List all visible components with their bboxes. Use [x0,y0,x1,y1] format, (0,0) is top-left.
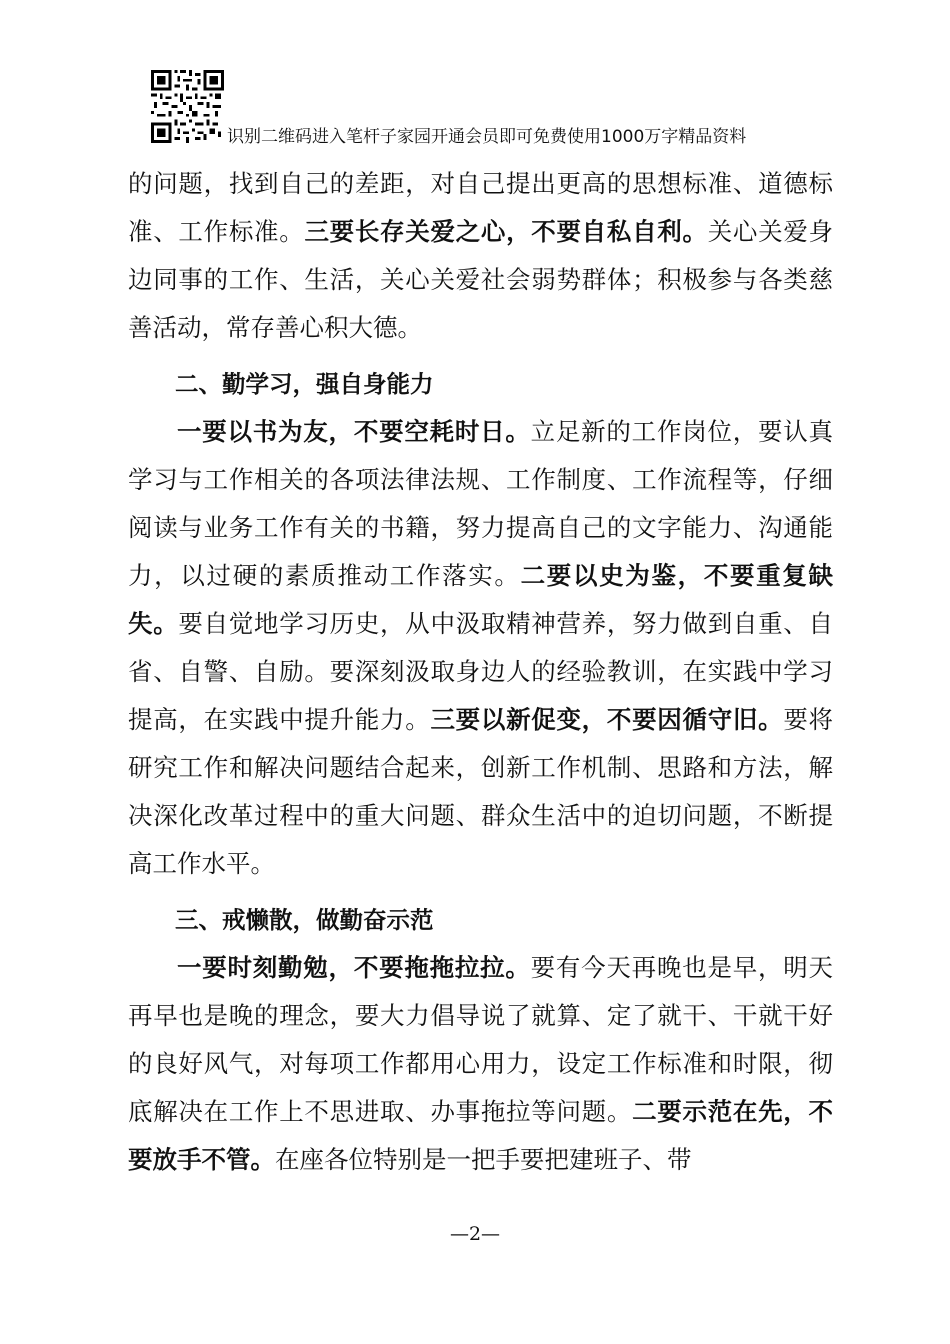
paragraph-continued [128,160,833,352]
bold-point: 二要以史为鉴，不要重复缺失。 [128,561,834,638]
qr-code-icon [151,70,224,143]
section-heading-2: 二、勤学习，强自身能力 [175,370,434,398]
promo-banner: 识别二维码进入笔杆子家园开通会员即可免费使用1000万字精品资料 [227,127,747,147]
text-segment: 在座各位特别是一把手要把建班子、带 [275,1145,692,1174]
text-segment: 的问题，找到自己的差距，对自己提出更高的思想标准、道德标准、工作标准。 [128,169,833,246]
bold-point: 三要以新促变，不要因循守旧。 [430,705,784,734]
document-body [128,160,833,1184]
section-heading-3: 三、戒懒散，做勤奋示范 [175,906,434,934]
text-segment: 立足新的工作岗位，要认真学习与工作相关的各项法律法规、工作制度、工作流程等，仔细阅读与业务工作有关的书籍，努力提高自己的文字能力、沟通能力，以过硬的素质推动工作落实。 [128,417,833,590]
paragraph-diligence [128,944,833,1184]
bold-point: 一要以书为友，不要空耗时日。 [177,417,531,446]
text-segment: 要有今天再晚也是早，明天再早也是晚的理念，要大力倡导说了就算、定了就干、干就干好的良好风气，对每项工作都用心用力，设定工作标准和时限，彻底解决在工作上不思进取、办事拖拉等问题。 [128,953,833,1126]
text-segment: 要自觉地学习历史，从中汲取精神营养，努力做到自重、自省、自警、自励。要深刻汲取身边人的经验教训，在实践中学习提高，在实践中提升能力。 [128,609,834,734]
page-number: —2— [449,1223,501,1245]
bold-point: 三要长存关爱之心，不要自私自利。 [304,217,708,246]
text-segment: 要将研究工作和解决问题结合起来，创新工作机制、思路和方法，解决深化改革过程中的重大问题、群众生活中的迫切问题，不断提高工作水平。 [128,705,834,878]
paragraph-study [128,408,833,888]
bold-point: 一要时刻勤勉，不要拖拖拉拉。 [177,953,531,982]
text-segment: 关心关爱身边同事的工作、生活，关心关爱社会弱势群体；积极参与各类慈善活动，常存善心积大德。 [128,217,834,342]
bold-point: 二要示范在先，不要放手不管。 [128,1097,834,1174]
